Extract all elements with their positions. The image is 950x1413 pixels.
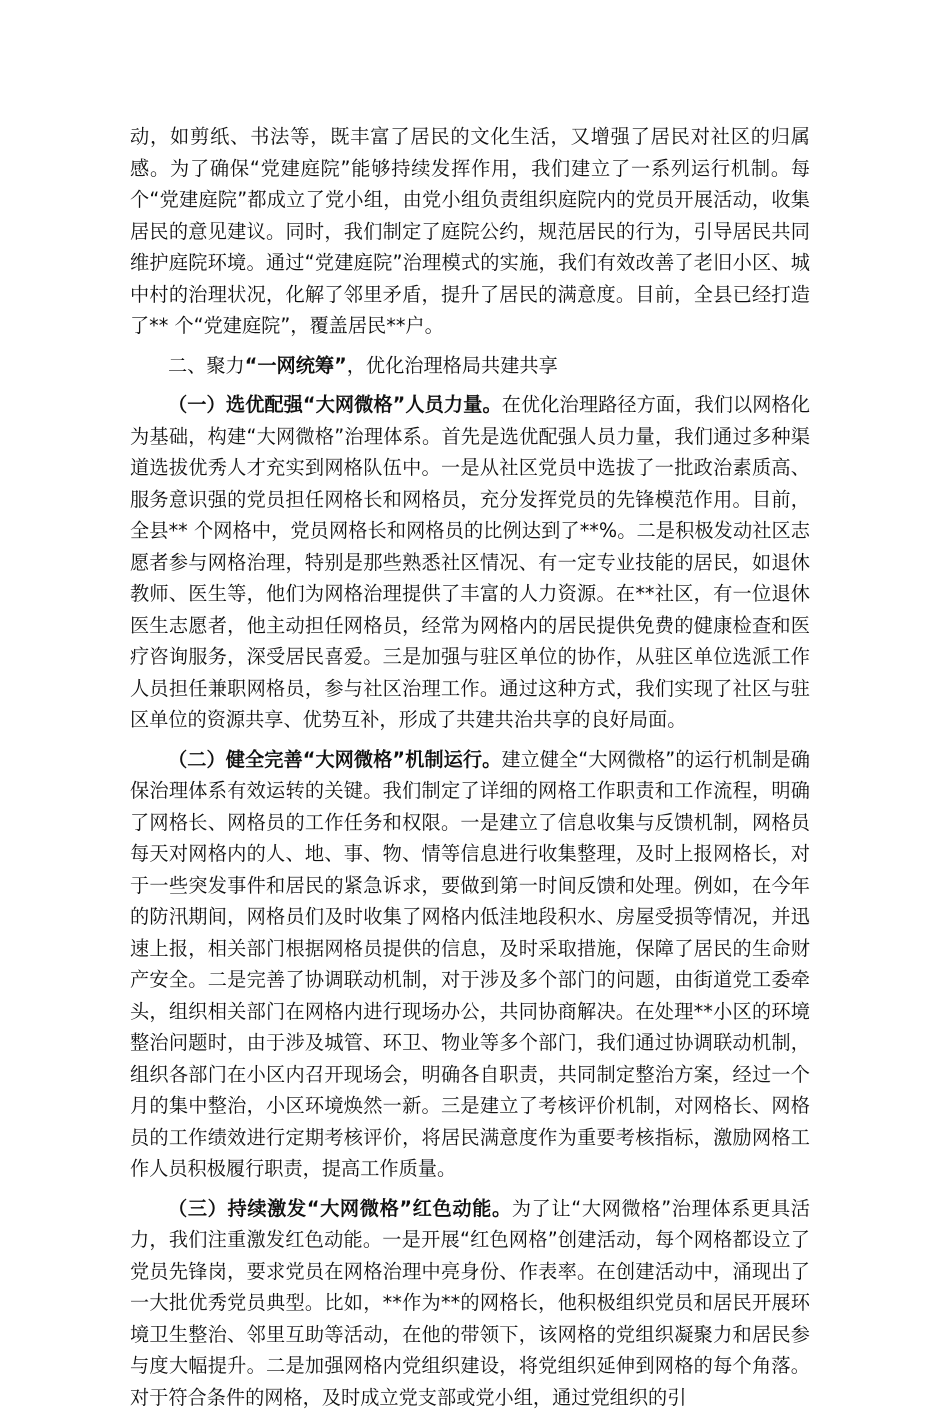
paragraph-subsection-2 xyxy=(130,744,810,1185)
subsection-1-body: 在优化治理路径方面，我们以网格化为基础，构建“大网微格”治理体系。首先是选优配强人员力量，我们通过多种渠道选拔优秀人才充实到网格队伍中。一是从社区党员中选拔了一批政治素质高、服务意识强的党员担任网格长和网格员，充分发挥党员的先锋模范作用。目前，全县** 个网格中，党员网格长和网格员的比例达到了**%。二是积极发动社区志愿者参与网格治理，特别是那些熟悉社区情况、有一定专业技能的居民，如退休教师、医生等，他们为网格治理提供了丰富的人力资源。在**社区，有一位退休医生志愿者，他主动担任网格员，经常为网格内的居民提供免费的健康检查和医疗咨询服务，深受居民喜爱。三是加强与驻区单位的协作，从驻区单位选派工作人员担任兼职网格员，参与社区治理工作。通过这种方式，我们实现了社区与驻区单位的资源共享、优势互补，形成了共建共治共享的良好局面。 xyxy=(130,393,810,731)
subsection-2-title: （二）健全完善“大网微格”机制运行。 xyxy=(168,748,501,771)
subsection-2-body: 建立健全“大网微格”的运行机制是确保治理体系有效运转的关键。我们制定了详细的网格工作职责和工作流程，明确了网格长、网格员的工作任务和权限。一是建立了信息收集与反馈机制，网格员每天对网格内的人、地、事、物、情等信息进行收集整理，及时上报网格长，对于一些突发事件和居民的紧急诉求，要做到第一时间反馈和处理。例如，在今年的防汛期间，网格员们及时收集了网格内低洼地段积水、房屋受损等情况，并迅速上报，相关部门根据网格员提供的信息，及时采取措施，保障了居民的生命财产安全。二是完善了协调联动机制，对于涉及多个部门的问题，由街道党工委牵头，组织相关部门在网格内进行现场办公，共同协商解决。在处理**小区的环境整治问题时，由于涉及城管、环卫、物业等多个部门，我们通过协调联动机制，组织各部门在小区内召开现场会，明确各自职责，共同制定整治方案，经过一个月的集中整治，小区环境焕然一新。三是建立了考核评价机制，对网格长、网格员的工作绩效进行定期考核评价，将居民满意度作为重要考核指标，激励网格工作人员积极履行职责，提高工作质量。 xyxy=(130,748,810,1181)
subsection-3-body: 为了让“大网微格”治理体系更具活力，我们注重激发红色动能。一是开展“红色网格”创建活动，每个网格都设立了党员先锋岗，要求党员在网格治理中亮身份、作表率。在创建活动中，涌现出了一大批优秀党员典型。比如，**作为**的网格长，他积极组织党员和居民开展环境卫生整治、邻里互助等活动，在他的带领下，该网格的党组织凝聚力和居民参与度大幅提升。二是加强网格内党组织建设，将党组织延伸到网格的每个角落。对于符合条件的网格，及时成立党支部或党小组，通过党组织的引 xyxy=(130,1197,810,1409)
subsection-1-title: （一）选优配强“大网微格”人员力量。 xyxy=(168,393,502,416)
paragraph-subsection-3 xyxy=(130,1193,810,1413)
document-page xyxy=(130,121,810,1413)
heading-bold-phrase: “一网统筹” xyxy=(245,354,347,377)
paragraph-subsection-1 xyxy=(130,389,810,736)
heading-suffix: ，优化治理格局共建共享 xyxy=(347,354,558,377)
paragraph-continuation: 动，如剪纸、书法等，既丰富了居民的文化生活，又增强了居民对社区的归属感。为了确保“党建庭院”能够持续发挥作用，我们建立了一系列运行机制。每个“党建庭院”都成立了党小组，由党小组负责组织庭院内的党员开展活动，收集居民的意见建议。同时，我们制定了庭院公约，规范居民的行为，引导居民共同维护庭院环境。通过“党建庭院”治理模式的实施，我们有效改善了老旧小区、城中村的治理状况，化解了邻里矛盾，提升了居民的满意度。目前，全县已经打造了** 个“党建庭院”，覆盖居民**户。 xyxy=(130,121,810,342)
heading-prefix: 二、聚力 xyxy=(168,354,245,377)
section-heading-2 xyxy=(130,350,810,382)
subsection-3-title: （三）持续激发“大网微格”红色动能。 xyxy=(168,1197,512,1220)
